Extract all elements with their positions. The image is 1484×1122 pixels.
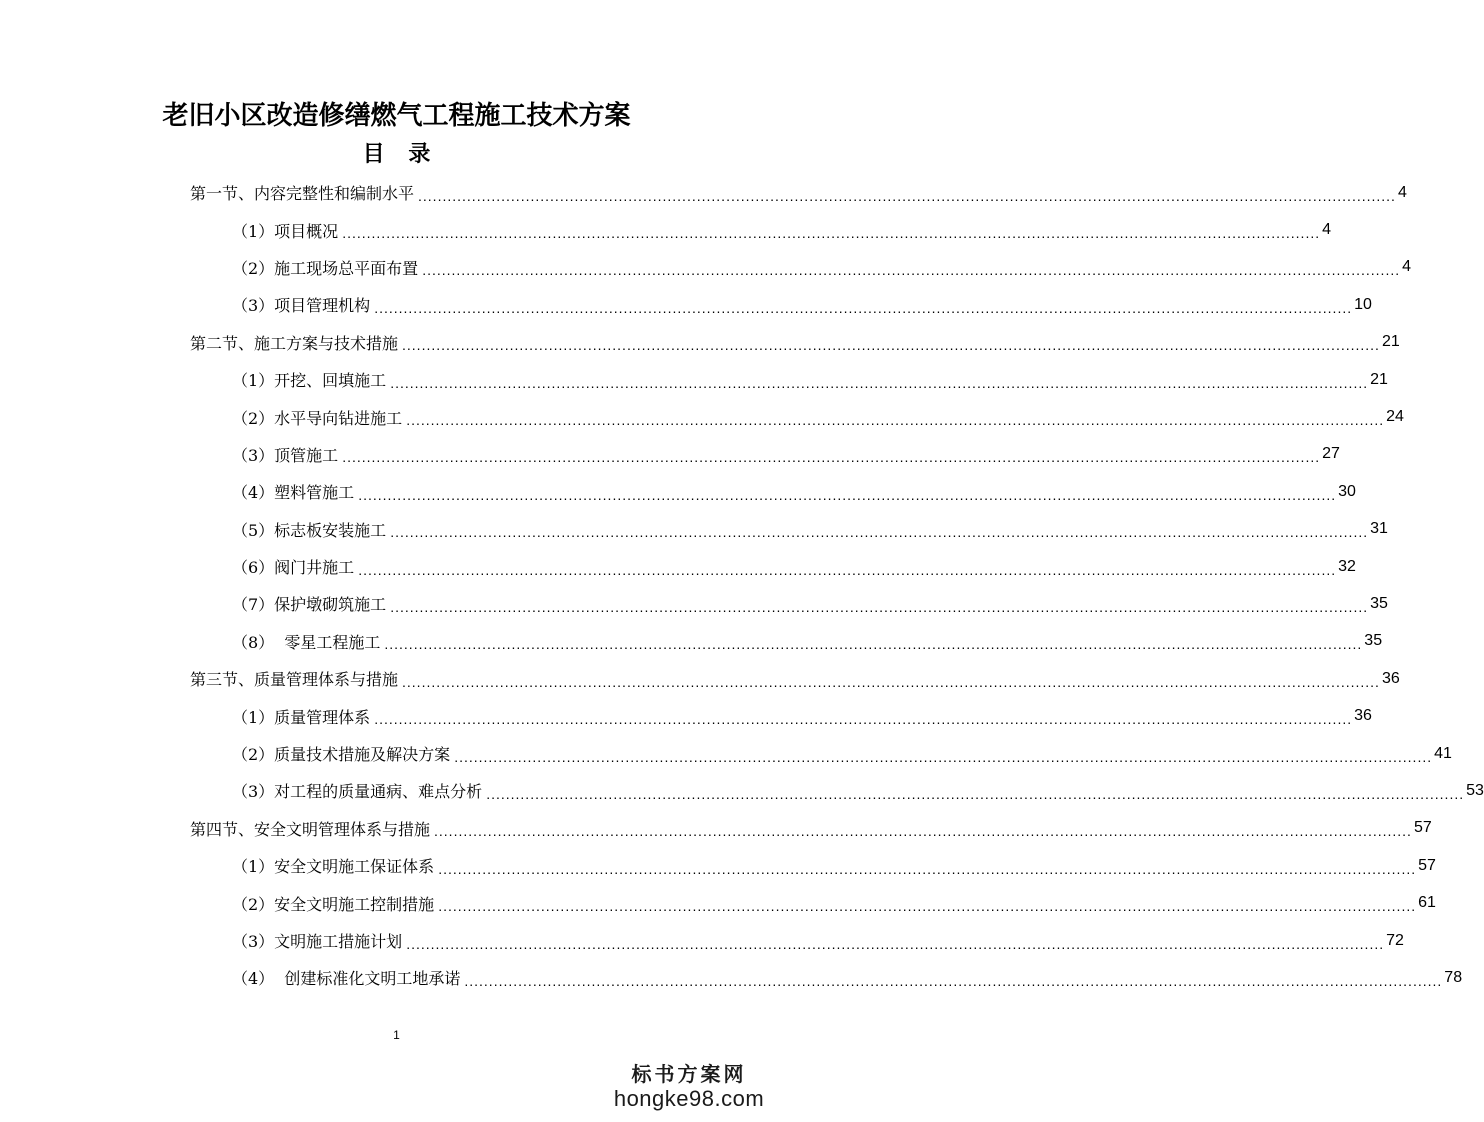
toc-subsection-entry[interactable] [0, 511, 1388, 548]
toc-dot-leader: ........................................................................................................................................................................................................ [358, 486, 1337, 503]
toc-subsection-entry[interactable] [0, 884, 1436, 921]
toc-subsection-entry[interactable] [0, 959, 1463, 996]
toc-entry-title: （2）施工现场总平面布置 [232, 258, 419, 278]
toc-entry-page-number: 21 [1370, 370, 1388, 388]
page-number: 1 [393, 1028, 400, 1042]
toc-entry-title: 第三节、质量管理体系与措施 [190, 670, 399, 690]
toc-dot-leader: ........................................................................................................................................................................................................ [374, 711, 1353, 728]
toc-entry-title: （1）开挖、回填施工 [232, 371, 387, 391]
toc-subsection-entry[interactable] [0, 697, 1372, 734]
toc-subsection-entry[interactable] [0, 286, 1372, 323]
toc-entry-title: （1）质量管理体系 [232, 707, 371, 727]
toc-entry-page-number: 72 [1386, 931, 1404, 949]
toc-subsection-entry[interactable] [0, 548, 1356, 585]
toc-dot-leader: ........................................................................................................................................................................................................ [418, 187, 1396, 204]
toc-subsection-entry[interactable] [0, 772, 1484, 809]
toc-section-entry[interactable] [0, 810, 1432, 847]
toc-entry-page-number: 21 [1381, 333, 1400, 351]
toc-entry-title: （2）安全文明施工控制措施 [232, 894, 435, 914]
toc-entry-page-number: 10 [1354, 295, 1372, 313]
toc-subsection-entry[interactable] [0, 922, 1404, 959]
toc-entry-page-number: 30 [1338, 482, 1356, 500]
toc-entry-page-number: 57 [1418, 856, 1436, 874]
toc-entry-title: （5）标志板安装施工 [232, 520, 387, 540]
toc-dot-leader: ........................................................................................................................................................................................................ [390, 374, 1369, 391]
toc-dot-leader: ........................................................................................................................................................................................................ [434, 823, 1412, 840]
toc-subsection-entry[interactable] [0, 623, 1383, 660]
toc-entry-page-number: 35 [1364, 632, 1383, 650]
toc-entry-page-number: 27 [1322, 445, 1340, 463]
toc-entry-page-number: 41 [1434, 744, 1452, 762]
toc-entry-page-number: 4 [1402, 258, 1412, 276]
toc-subsection-entry[interactable] [0, 211, 1332, 248]
toc-subsection-entry[interactable] [0, 249, 1412, 286]
toc-dot-leader: ........................................................................................................................................................................................................ [438, 898, 1417, 915]
toc-entry-title: （3）文明施工措施计划 [232, 932, 403, 951]
toc-dot-leader: ........................................................................................................................................................................................................ [402, 337, 1380, 354]
toc-entry-title: 第二节、施工方案与技术措施 [190, 333, 399, 353]
toc-entry-title: （2）质量技术措施及解决方案 [232, 745, 451, 765]
toc-entry-title: 第一节、内容完整性和编制水平 [190, 184, 415, 204]
toc-entry-page-number: 36 [1354, 707, 1372, 725]
toc-dot-leader: ........................................................................................................................................................................................................ [438, 860, 1417, 877]
toc-dot-leader: ........................................................................................................................................................................................................ [454, 748, 1433, 765]
toc-dot-leader: ........................................................................................................................................................................................................ [402, 673, 1380, 690]
toc-entry-title: （3）对工程的质量通病、难点分析 [232, 782, 483, 802]
toc-entry-title: （8） 零星工程施工 [232, 632, 381, 652]
toc-section-entry[interactable] [0, 324, 1400, 361]
toc-dot-leader: ........................................................................................................................................................................................................ [390, 524, 1369, 541]
toc-entry-page-number: 57 [1413, 819, 1432, 837]
toc-entry-title: （7）保护墩砌筑施工 [232, 595, 387, 615]
toc-dot-leader: ........................................................................................................................................................................................................ [486, 785, 1465, 802]
toc-subsection-entry[interactable] [0, 398, 1404, 435]
toc-entry-title: （1）项目概况 [232, 221, 339, 241]
watermark [599, 1062, 779, 1112]
toc-subsection-entry[interactable] [0, 473, 1356, 510]
toc-subsection-entry[interactable] [0, 361, 1388, 398]
toc-subsection-entry[interactable] [0, 735, 1452, 772]
toc-dot-leader: ........................................................................................................................................................................................................ [422, 262, 1401, 279]
toc-entry-page-number: 61 [1418, 894, 1436, 912]
toc-entry-page-number: 32 [1338, 557, 1356, 575]
toc-dot-leader: ........................................................................................................................................................................................................ [342, 449, 1321, 466]
toc-dot-leader: ........................................................................................................................................................................................................ [464, 972, 1443, 989]
toc-entry-title: （3）项目管理机构 [232, 296, 371, 316]
toc-subsection-entry[interactable] [0, 436, 1340, 473]
toc-entry-title: （6）阀门井施工 [232, 558, 355, 578]
toc-subsection-entry[interactable] [0, 847, 1436, 884]
toc-section-entry[interactable] [0, 174, 1407, 211]
toc-dot-leader: ........................................................................................................................................................................................................ [358, 561, 1337, 578]
toc-entry-title: （4） 创建标准化文明工地承诺 [232, 969, 461, 989]
toc-dot-leader: ........................................................................................................................................................................................................ [374, 299, 1353, 316]
toc-entry-page-number: 4 [1322, 221, 1332, 239]
toc-dot-leader: ........................................................................................................................................................................................................ [406, 412, 1385, 429]
toc-heading: 目 录 [362, 142, 431, 167]
toc-entry-page-number: 53 [1466, 781, 1484, 799]
toc-entry-title: 第四节、安全文明管理体系与措施 [190, 819, 431, 839]
watermark-url: hongke98.com [613, 1086, 765, 1111]
document-title: 老旧小区改造修缮燃气工程施工技术方案 [162, 101, 631, 131]
toc-dot-leader: ........................................................................................................................................................................................................ [390, 598, 1369, 615]
toc-dot-leader: ........................................................................................................................................................................................................ [384, 636, 1363, 653]
watermark-site-name: 标书方案网 [631, 1062, 747, 1086]
toc-entry-title: （1）安全文明施工保证体系 [232, 857, 435, 877]
toc-entry-title: （2）水平导向钻进施工 [232, 408, 403, 428]
toc-entry-title: （3）顶管施工 [232, 445, 339, 465]
table-of-contents [0, 174, 1484, 997]
toc-entry-title: （4）塑料管施工 [232, 483, 355, 503]
toc-entry-page-number: 78 [1444, 968, 1463, 986]
toc-entry-page-number: 36 [1381, 669, 1400, 687]
toc-subsection-entry[interactable] [0, 585, 1388, 622]
toc-section-entry[interactable] [0, 660, 1400, 697]
toc-entry-page-number: 31 [1370, 520, 1388, 538]
toc-entry-page-number: 4 [1397, 183, 1407, 201]
toc-dot-leader: ........................................................................................................................................................................................................ [342, 225, 1321, 242]
toc-entry-page-number: 24 [1386, 408, 1404, 426]
toc-dot-leader: ........................................................................................................................................................................................................ [406, 935, 1385, 952]
toc-entry-page-number: 35 [1370, 594, 1388, 612]
